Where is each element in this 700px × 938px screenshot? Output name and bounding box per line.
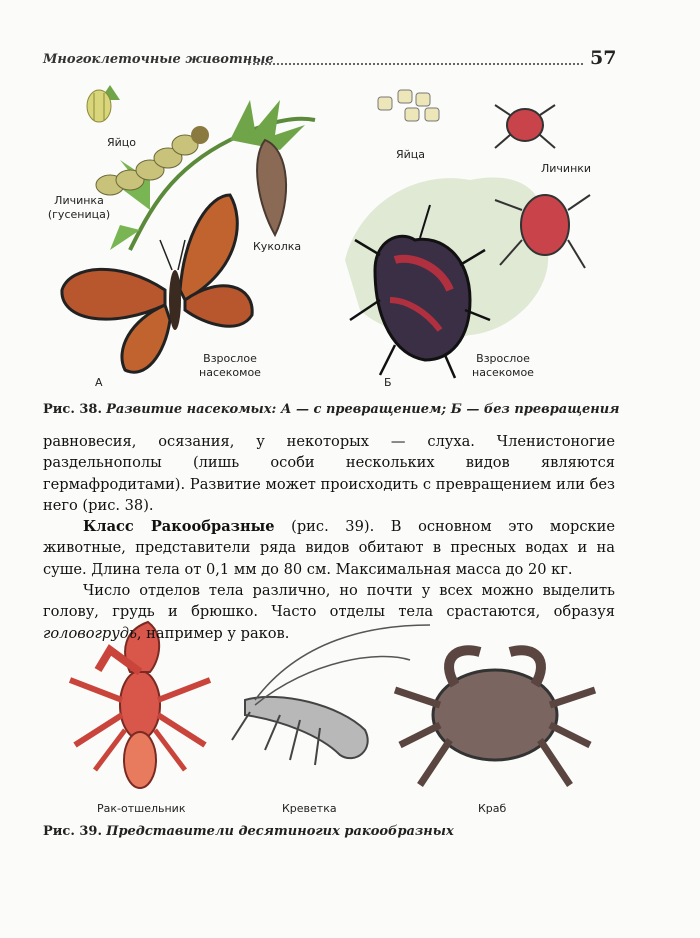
label-mark-b: Б	[384, 376, 392, 389]
label-crab: Краб	[478, 802, 507, 815]
label-larva-a: Личинка (гусеница)	[47, 194, 111, 221]
paragraph-3: Число отделов тела различно, но почти у всех можно выделить голову, грудь и брюшко. Часто отделы тела срастаются, образуя головогрудь, например у раков.	[43, 582, 615, 642]
paragraph-2: Класс Ракообразные (рис. 39). В основном это морские животные, представители ряда видов обитают в пресных водах и на суше. Длина тела от 0,1 мм до 80 см. Максимальная масса до 20 кг.	[43, 518, 615, 578]
body-text	[43, 431, 615, 644]
pupa-icon	[257, 140, 286, 235]
bug-eggs-icon	[378, 90, 439, 121]
label-adult-a: Взрослое насекомое	[199, 352, 261, 379]
label-larvae-b: Личинки	[541, 162, 592, 175]
label-egg-a: Яйцо	[107, 136, 137, 149]
label-adult-b: Взрослое насекомое	[472, 352, 534, 379]
crab-icon	[395, 650, 595, 785]
paragraph-1: равновесия, осязания, у некоторых — слуха. Членистоногие раздельнополы (лишь особи нескольких видов являются гермафродитами). Развитие может происходить с превращением или без него (рис. 38).	[43, 433, 615, 514]
figure-39-caption: Рис. 39. Представители десятиногих ракообразных	[43, 824, 454, 839]
label-eggs-b: Яйца	[396, 148, 426, 161]
label-pupa: Куколка	[253, 240, 302, 253]
hermit-crab-icon	[70, 622, 210, 788]
bug-larva-icon	[495, 105, 555, 148]
page-number: 57	[590, 47, 617, 69]
label-hermit-crab: Рак-отшельник	[97, 802, 186, 815]
egg-icon	[87, 90, 111, 122]
figure-38-caption: Рис. 38. Развитие насекомых: А — с превращением; Б — без превращения	[43, 402, 620, 417]
running-header: Многоклеточные животные	[43, 52, 274, 67]
label-mark-a: А	[95, 376, 103, 389]
label-shrimp: Креветка	[282, 802, 337, 815]
